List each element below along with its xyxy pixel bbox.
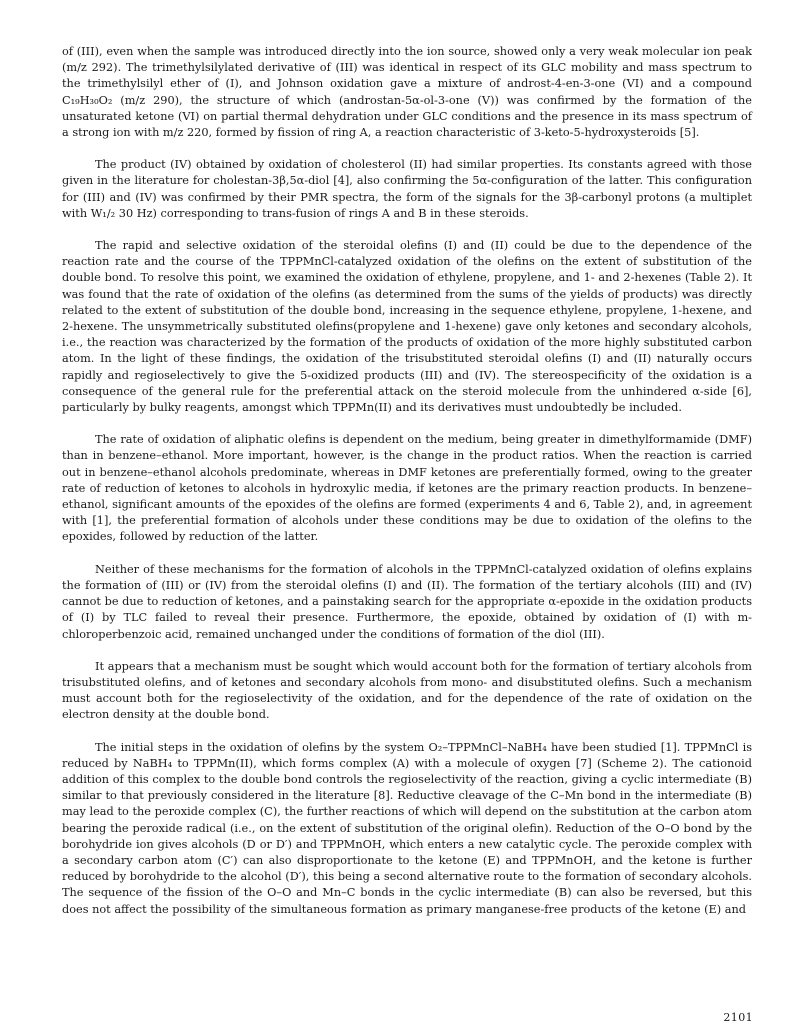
paragraph-7: The initial steps in the oxidation of olefins by the system O₂–TPPMnCl–NaBH₄ have been studied [1]. TPPMnCl is reduced by NaBH₄ to TPPMn(II), which forms complex (A) with a molecule of oxygen [7] (Scheme 2). The cationoid addition of this complex to the double bond controls the regioselectivity of the reaction, giving a cyclic intermediate (B) similar to that previously considered in the literature [8]. Reductive cleavage of the C–Mn bond in the intermediate (B) may lead to the peroxide complex (C), the further reactions of which will depend on the substitution at the carbon atom bearing the peroxide radical (i.e., on the extent of substitution of the original olefin). Reduction of the O–O bond by the borohydride ion gives alcohols (D or D′) and TPPMnOH, which enters a new catalytic cycle. The peroxide complex with a secondary carbon atom (C′) can also disproportionate to the ketone (E) and TPPMnOH, and the ketone is further reduced by borohydride to the alcohol (D′), this being a second alternative route to the formation of secondary alcohols. The sequence of the fission of the O–O and Mn–C bonds in the cyclic intermediate (B) can also be reversed, but this does not affect the possibility of the simultaneous formation as primary manganese-free products of the ketone (E) and <box>62 740 752 916</box>
paragraph-5: Neither of these mechanisms for the formation of alcohols in the TPPMnCl-catalyzed oxidation of olefins explains the formation of (III) or (IV) from the steroidal olefins (I) and (II). The formation of the tertiary alcohols (III) and (IV) cannot be due to reduction of ketones, and a painstaking search for the appropriate α-epoxide in the oxidation products of (I) by TLC failed to reveal their presence. Furthermore, the epoxide, obtained by oxidation of (I) with m-chloroperbenzoic acid, remained unchanged under the conditions of formation of the diol (III). <box>62 562 752 641</box>
page-number: 2101 <box>723 1011 753 1024</box>
paragraph-6: It appears that a mechanism must be sought which would account both for the formation of tertiary alcohols from trisubstituted olefins, and of ketones and secondary alcohols from mono- and disubstituted olefins. Such a mechanism must account both for the regioselectivity of the oxidation, and for the dependence of the rate of oxidation on the electron density at the double bond. <box>62 659 752 722</box>
paragraph-3: The rapid and selective oxidation of the steroidal olefins (I) and (II) could be due to the dependence of the reaction rate and the course of the TPPMnCl-catalyzed oxidation of the olefins on the extent of substitution of the double bond. To resolve this point, we examined the oxidation of ethylene, propylene, and 1- and 2-hexenes (Table 2). It was found that the rate of oxidation of the olefins (as determined from the sums of the yields of products) was directly related to the extent of substitution of the double bond, increasing in the sequence ethylene, propylene, 1-hexene, and 2-hexene. The unsymmetrically substituted olefins(propylene and 1-hexene) gave only ketones and secondary alcohols, i.e., the reaction was characterized by the formation of the products of oxidation of the more highly substituted carbon atom. In the light of these findings, the oxidation of the trisubstituted steroidal olefins (I) and (II) naturally occurs rapidly and regioselectively to give the 5-oxidized products (III) and (IV). The stereospecificity of the oxidation is a consequence of the general rule for the preferential attack on the steroid molecule from the unhindered α-side [6], particularly by bulky reagents, amongst which TPPMn(II) and its derivatives must undoubtedly be included. <box>62 239 752 415</box>
paragraph-4: The rate of oxidation of aliphatic olefins is dependent on the medium, being greater in dimethylformamide (DMF) than in benzene–ethanol. More important, however, is the change in the product ratios. When the reaction is carried out in benzene–ethanol alcohols predominate, whereas in DMF ketones are preferentially formed, owing to the greater rate of reduction of ketones to alcohols in hydroxylic media, if ketones are the primary reaction products. In benzene–ethanol, significant amounts of the epoxides of the olefins are formed (experiments 4 and 6, Table 2), and, in agreement with [1], the preferential formation of alcohols under these conditions may be due to oxidation of the olefins to the epoxides, followed by reduction of the latter. <box>62 433 752 544</box>
paragraph-2: The product (IV) obtained by oxidation of cholesterol (II) had similar properties. Its constants agreed with those given in the literature for cholestan-3β,5α-diol [4], also confirming the 5α-configuration of the latter. This configuration for (III) and (IV) was confirmed by their PMR spectra, the form of the signals for the 3β-carbonyl protons (a multiplet with W₁/₂ 30 Hz) corresponding to trans-fusion of rings A and B in these steroids. <box>62 158 752 220</box>
body-text <box>62 44 752 918</box>
paragraph-1: of (III), even when the sample was introduced directly into the ion source, showed only a very weak molecular ion peak (m/z 292). The trimethylsilylated derivative of (III) was identical in respect of its GLC mobility and mass spectrum to the trimethylsilyl ether of (I), and Johnson oxidation gave a mixture of androst-4-en-3-one (VI) and a compound C₁₉H₃₀O₂ (m/z 290), the structure of which (androstan-5α-ol-3-one (V)) was confirmed by the formation of the unsaturated ketone (VI) on partial thermal dehydration under GLC conditions and the presence in its mass spectrum of a strong ion with m/z 220, formed by fission of ring A, a reaction characteristic of 3-keto-5-hydroxysteroids [5]. <box>62 45 752 140</box>
